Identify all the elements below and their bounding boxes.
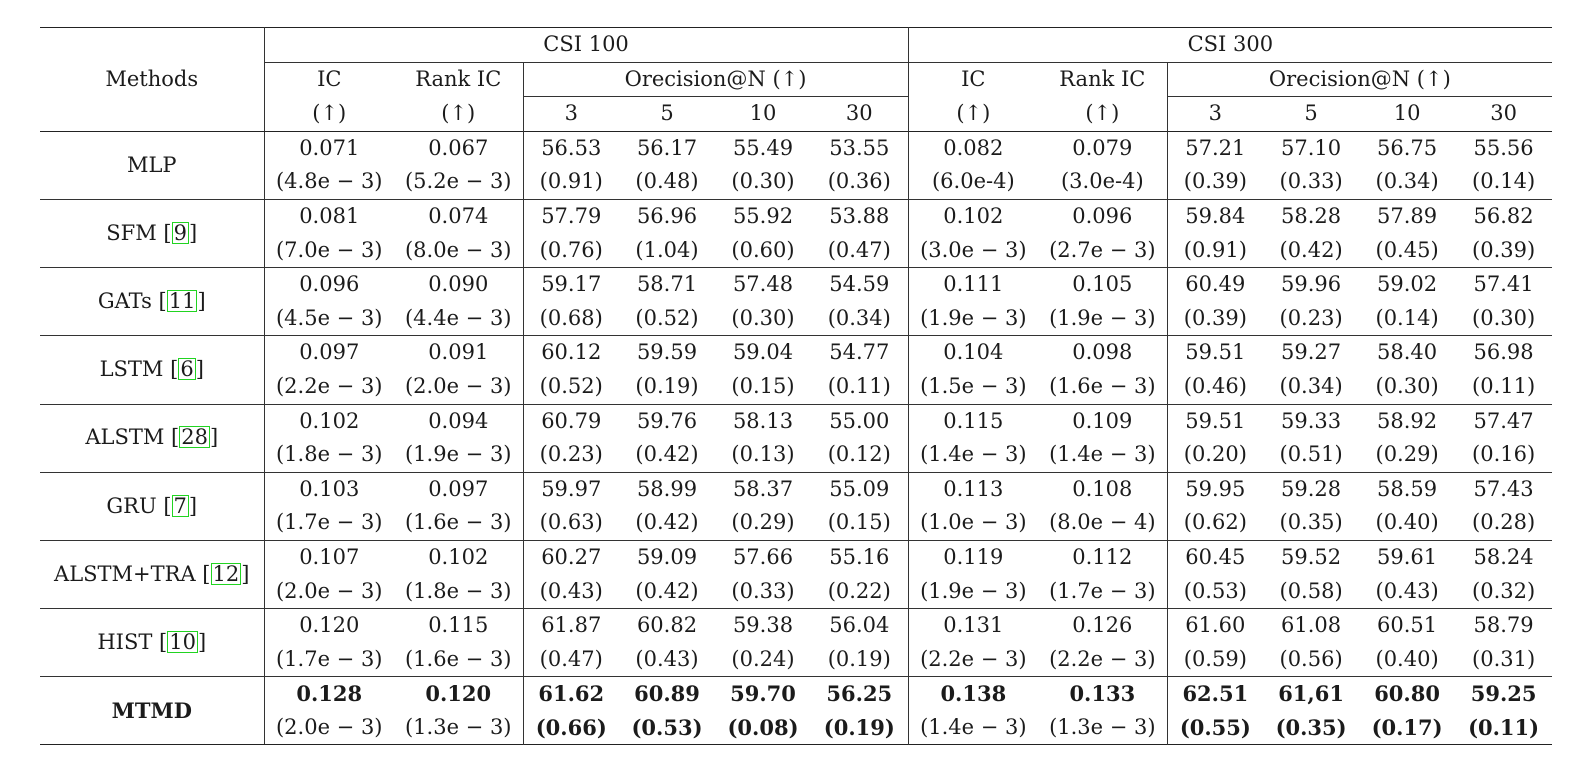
std-cell: (1.4e − 3) bbox=[920, 714, 1027, 739]
n-header: 10 bbox=[1393, 101, 1421, 126]
value-cell: 55.49 bbox=[732, 135, 794, 160]
ic-header: IC bbox=[317, 66, 342, 91]
std-cell: (0.58) bbox=[1279, 578, 1343, 603]
std-cell: (1.3e − 3) bbox=[394, 711, 523, 745]
value-cell: 57.48 bbox=[732, 272, 794, 297]
value-cell: 58.99 bbox=[636, 476, 698, 501]
std-cell: (0.13) bbox=[731, 442, 795, 467]
value-cell: 0.103 bbox=[299, 476, 360, 501]
value-cell: 0.119 bbox=[943, 544, 1004, 569]
value-cell: 60.45 bbox=[1185, 544, 1246, 569]
value-cell: 0.090 bbox=[394, 268, 523, 302]
std-cell: (1.7e − 3) bbox=[275, 646, 383, 671]
value-cell: 58.13 bbox=[732, 408, 794, 433]
std-cell: (0.34) bbox=[1375, 169, 1439, 194]
n-header: 3 bbox=[564, 101, 578, 126]
std-cell: (0.40) bbox=[1375, 510, 1439, 535]
std-cell: (1.04) bbox=[635, 237, 699, 262]
ic-header: IC bbox=[961, 66, 986, 91]
std-cell: (0.68) bbox=[539, 305, 603, 330]
std-cell: (0.42) bbox=[635, 510, 699, 535]
std-cell: (0.08) bbox=[727, 714, 799, 740]
value-cell: 57.47 bbox=[1473, 408, 1534, 433]
method-name bbox=[40, 540, 264, 608]
std-cell: (0.42) bbox=[1279, 237, 1343, 262]
method-label: ALSTM [ bbox=[85, 425, 180, 450]
method-label: MTMD bbox=[111, 697, 192, 723]
value-cell: 57.10 bbox=[1281, 135, 1342, 160]
rank-ic-header: Rank IC bbox=[1038, 62, 1167, 97]
value-cell: 0.091 bbox=[394, 336, 523, 370]
value-cell: 59.96 bbox=[1281, 272, 1342, 297]
std-cell: (0.39) bbox=[1183, 305, 1247, 330]
std-cell: (8.0e − 3) bbox=[394, 234, 523, 268]
method-name bbox=[40, 677, 264, 745]
std-cell: (0.43) bbox=[635, 646, 699, 671]
method-name bbox=[40, 131, 264, 199]
std-cell: (0.11) bbox=[1472, 373, 1536, 398]
value-cell: 0.097 bbox=[299, 340, 360, 365]
value-cell: 61.87 bbox=[541, 613, 602, 638]
std-cell: (0.53) bbox=[1183, 578, 1247, 603]
value-cell: 58.28 bbox=[1281, 203, 1342, 228]
std-cell: (0.47) bbox=[811, 234, 908, 268]
value-cell: 0.120 bbox=[394, 677, 523, 711]
std-cell: (0.14) bbox=[1375, 305, 1439, 330]
std-cell: (0.43) bbox=[539, 578, 603, 603]
citation-link[interactable]: 9 bbox=[173, 220, 187, 245]
value-cell: 58.71 bbox=[636, 272, 698, 297]
std-cell: (0.34) bbox=[811, 302, 908, 336]
std-cell: (0.23) bbox=[1279, 305, 1343, 330]
std-cell: (2.2e − 3) bbox=[275, 373, 383, 398]
method-label: MLP bbox=[126, 152, 177, 177]
std-cell: (0.60) bbox=[731, 237, 795, 262]
arrow-label: (↑) bbox=[1038, 97, 1167, 132]
std-cell: (2.0e − 3) bbox=[394, 370, 523, 404]
value-cell: 60.12 bbox=[541, 340, 602, 365]
n-header: 5 bbox=[1304, 101, 1318, 126]
value-cell: 0.126 bbox=[1038, 609, 1167, 643]
group-header-csi100: CSI 100 bbox=[264, 28, 908, 63]
table-row-std bbox=[40, 165, 1552, 199]
arrow-label: (↑) bbox=[312, 100, 347, 125]
value-cell: 60.27 bbox=[541, 544, 602, 569]
std-cell: (0.48) bbox=[635, 169, 699, 194]
n-header: 3 bbox=[1208, 101, 1223, 126]
value-cell: 55.56 bbox=[1473, 135, 1534, 160]
value-cell: 59.02 bbox=[1377, 272, 1438, 297]
std-cell: (0.20) bbox=[1183, 442, 1247, 467]
value-cell: 0.138 bbox=[940, 681, 1007, 707]
std-cell: (1.8e − 3) bbox=[394, 575, 523, 609]
std-cell: (0.76) bbox=[539, 237, 603, 262]
std-cell: (0.40) bbox=[1375, 646, 1439, 671]
std-cell: (0.19) bbox=[811, 643, 908, 677]
citation-link[interactable]: 10 bbox=[169, 629, 196, 654]
citation-link[interactable]: 7 bbox=[173, 493, 187, 518]
table-row-std bbox=[40, 438, 1552, 472]
std-cell: (0.28) bbox=[1472, 510, 1536, 535]
std-cell: (1.9e − 3) bbox=[920, 305, 1027, 330]
std-cell: (1.6e − 3) bbox=[1038, 370, 1167, 404]
value-cell: 0.131 bbox=[943, 613, 1004, 638]
std-cell: (3.0e-4) bbox=[1038, 165, 1167, 199]
std-cell: (1.9e − 3) bbox=[394, 438, 523, 472]
value-cell: 57.43 bbox=[1473, 476, 1534, 501]
value-cell: 59.61 bbox=[1377, 544, 1438, 569]
std-cell: (0.33) bbox=[731, 578, 795, 603]
value-cell: 0.102 bbox=[299, 408, 360, 433]
value-cell: 62.51 bbox=[1182, 681, 1249, 707]
std-cell: (0.22) bbox=[811, 575, 908, 609]
value-cell: 59.04 bbox=[732, 340, 794, 365]
value-cell: 58.24 bbox=[1473, 544, 1534, 569]
citation-link[interactable]: 6 bbox=[180, 357, 194, 382]
value-cell: 61.62 bbox=[538, 681, 605, 707]
method-label-end: ] bbox=[189, 220, 198, 245]
std-cell: (0.29) bbox=[1375, 442, 1439, 467]
std-cell: (0.59) bbox=[1183, 646, 1247, 671]
method-label: GATs [ bbox=[97, 288, 167, 313]
value-cell: 59.52 bbox=[1281, 544, 1342, 569]
std-cell: (0.30) bbox=[731, 305, 795, 330]
value-cell: 0.098 bbox=[1038, 336, 1167, 370]
std-cell: (4.5e − 3) bbox=[275, 305, 383, 330]
n-header: 5 bbox=[660, 101, 674, 126]
value-cell: 60.51 bbox=[1377, 613, 1438, 638]
value-cell: 57.41 bbox=[1473, 272, 1534, 297]
value-cell: 53.88 bbox=[811, 199, 908, 233]
table-row-mean bbox=[40, 404, 1552, 438]
value-cell: 59.95 bbox=[1185, 476, 1246, 501]
method-label-end: ] bbox=[197, 288, 206, 313]
table-row-std bbox=[40, 711, 1552, 745]
std-cell: (1.6e − 3) bbox=[394, 506, 523, 540]
std-cell: (1.0e − 3) bbox=[920, 510, 1027, 535]
value-cell: 53.55 bbox=[811, 131, 908, 165]
std-cell: (8.0e − 4) bbox=[1038, 506, 1167, 540]
value-cell: 55.00 bbox=[811, 404, 908, 438]
std-cell: (1.5e − 3) bbox=[920, 373, 1027, 398]
value-cell: 56.82 bbox=[1473, 203, 1534, 228]
value-cell: 0.108 bbox=[1038, 472, 1167, 506]
std-cell: (0.15) bbox=[811, 506, 908, 540]
value-cell: 58.79 bbox=[1473, 613, 1534, 638]
method-name bbox=[40, 268, 264, 336]
value-cell: 59.70 bbox=[730, 681, 796, 707]
value-cell: 59.28 bbox=[1281, 476, 1342, 501]
value-cell: 56.25 bbox=[811, 677, 908, 711]
value-cell: 58.59 bbox=[1377, 476, 1438, 501]
value-cell: 0.107 bbox=[299, 544, 360, 569]
value-cell: 59.51 bbox=[1185, 408, 1246, 433]
value-cell: 60.82 bbox=[636, 613, 698, 638]
value-cell: 0.111 bbox=[943, 272, 1004, 297]
value-cell: 0.133 bbox=[1038, 677, 1167, 711]
std-cell: (0.52) bbox=[539, 373, 603, 398]
std-cell: (0.24) bbox=[731, 646, 795, 671]
std-cell: (0.15) bbox=[731, 373, 795, 398]
table-row-mean bbox=[40, 199, 1552, 233]
value-cell: 0.113 bbox=[943, 476, 1004, 501]
methods-header: Methods bbox=[40, 28, 264, 132]
table-row-mean bbox=[40, 336, 1552, 370]
std-cell: (0.31) bbox=[1472, 646, 1536, 671]
value-cell: 56.04 bbox=[811, 609, 908, 643]
precision-header: Orecision@N (↑) bbox=[1167, 62, 1552, 97]
std-cell: (0.62) bbox=[1183, 510, 1247, 535]
value-cell: 58.92 bbox=[1377, 408, 1438, 433]
std-cell: (1.7e − 3) bbox=[275, 510, 383, 535]
std-cell: (2.7e − 3) bbox=[1038, 234, 1167, 268]
method-label: SFM [ bbox=[106, 220, 172, 245]
std-cell: (0.12) bbox=[811, 438, 908, 472]
value-cell: 0.105 bbox=[1038, 268, 1167, 302]
value-cell: 61.60 bbox=[1185, 613, 1246, 638]
std-cell: (0.23) bbox=[539, 442, 603, 467]
value-cell: 0.115 bbox=[943, 408, 1004, 433]
std-cell: (2.2e − 3) bbox=[920, 646, 1027, 671]
precision-header: Orecision@N (↑) bbox=[523, 62, 908, 97]
results-table bbox=[40, 27, 1552, 745]
value-cell: 56.98 bbox=[1473, 340, 1534, 365]
std-cell: (2.0e − 3) bbox=[275, 714, 383, 739]
value-cell: 56.96 bbox=[636, 203, 698, 228]
table-row-mean bbox=[40, 609, 1552, 643]
std-cell: (1.6e − 3) bbox=[394, 643, 523, 677]
std-cell: (1.9e − 3) bbox=[920, 578, 1027, 603]
std-cell: (0.36) bbox=[811, 165, 908, 199]
std-cell: (0.14) bbox=[1472, 169, 1536, 194]
value-cell: 55.92 bbox=[732, 203, 794, 228]
value-cell: 0.096 bbox=[299, 272, 360, 297]
std-cell: (0.42) bbox=[635, 578, 699, 603]
table-row-mean bbox=[40, 540, 1552, 574]
method-label-end: ] bbox=[241, 561, 250, 586]
value-cell: 0.097 bbox=[394, 472, 523, 506]
std-cell: (0.45) bbox=[1375, 237, 1439, 262]
value-cell: 60.80 bbox=[1374, 681, 1440, 707]
std-cell: (0.16) bbox=[1472, 442, 1536, 467]
table-row-std bbox=[40, 234, 1552, 268]
method-name bbox=[40, 472, 264, 540]
std-cell: (7.0e − 3) bbox=[275, 237, 383, 262]
n-header: 10 bbox=[749, 101, 777, 126]
std-cell: (0.56) bbox=[1279, 646, 1343, 671]
table-row-mean bbox=[40, 472, 1552, 506]
value-cell: 56.53 bbox=[541, 135, 602, 160]
value-cell: 59.51 bbox=[1185, 340, 1246, 365]
value-cell: 59.25 bbox=[1470, 681, 1537, 707]
std-cell: (1.9e − 3) bbox=[1038, 302, 1167, 336]
value-cell: 58.37 bbox=[732, 476, 794, 501]
method-label-end: ] bbox=[188, 493, 198, 518]
value-cell: 59.59 bbox=[636, 340, 698, 365]
std-cell: (0.91) bbox=[1183, 237, 1247, 262]
method-name bbox=[40, 609, 264, 677]
value-cell: 59.17 bbox=[541, 272, 602, 297]
n-header: 30 bbox=[811, 97, 908, 132]
std-cell: (1.4e − 3) bbox=[1038, 438, 1167, 472]
value-cell: 57.66 bbox=[732, 544, 794, 569]
method-label: GRU [ bbox=[106, 493, 172, 518]
std-cell: (3.0e − 3) bbox=[920, 237, 1027, 262]
std-cell: (0.66) bbox=[535, 714, 607, 740]
std-cell: (2.0e − 3) bbox=[275, 578, 383, 603]
value-cell: 56.17 bbox=[636, 135, 698, 160]
value-cell: 0.094 bbox=[394, 404, 523, 438]
std-cell: (0.39) bbox=[1472, 237, 1536, 262]
value-cell: 0.112 bbox=[1038, 540, 1167, 574]
std-cell: (1.4e − 3) bbox=[920, 442, 1027, 467]
std-cell: (0.30) bbox=[731, 169, 795, 194]
std-cell: (1.7e − 3) bbox=[1038, 575, 1167, 609]
value-cell: 0.071 bbox=[299, 135, 360, 160]
value-cell: 55.16 bbox=[811, 540, 908, 574]
value-cell: 0.067 bbox=[394, 131, 523, 165]
value-cell: 0.104 bbox=[943, 340, 1004, 365]
value-cell: 0.102 bbox=[394, 540, 523, 574]
value-cell: 59.38 bbox=[732, 613, 794, 638]
std-cell: (0.30) bbox=[1472, 305, 1536, 330]
table-row-mean bbox=[40, 268, 1552, 302]
std-cell: (0.53) bbox=[631, 714, 703, 740]
value-cell: 57.89 bbox=[1377, 203, 1438, 228]
value-cell: 0.082 bbox=[943, 135, 1004, 160]
value-cell: 60.79 bbox=[541, 408, 602, 433]
method-label: LSTM [ bbox=[99, 357, 179, 382]
value-cell: 61.08 bbox=[1281, 613, 1342, 638]
value-cell: 0.074 bbox=[394, 199, 523, 233]
std-cell: (2.2e − 3) bbox=[1038, 643, 1167, 677]
std-cell: (4.8e − 3) bbox=[275, 169, 383, 194]
value-cell: 59.33 bbox=[1281, 408, 1342, 433]
value-cell: 55.09 bbox=[811, 472, 908, 506]
value-cell: 59.97 bbox=[541, 476, 602, 501]
std-cell: (0.42) bbox=[635, 442, 699, 467]
method-name bbox=[40, 404, 264, 472]
arrow-label: (↑) bbox=[394, 97, 523, 132]
std-cell: (0.35) bbox=[1279, 510, 1343, 535]
std-cell: (0.63) bbox=[539, 510, 603, 535]
std-cell: (0.34) bbox=[1279, 373, 1343, 398]
citation-link[interactable]: 28 bbox=[181, 425, 208, 450]
n-header: 30 bbox=[1490, 101, 1517, 126]
citation-link[interactable]: 12 bbox=[212, 561, 240, 586]
std-cell: (4.4e − 3) bbox=[394, 302, 523, 336]
std-cell: (0.35) bbox=[1275, 714, 1347, 740]
std-cell: (0.46) bbox=[1183, 373, 1247, 398]
value-cell: 59.27 bbox=[1281, 340, 1342, 365]
table-row-mean bbox=[40, 131, 1552, 165]
std-cell: (1.3e − 3) bbox=[1038, 711, 1167, 745]
std-cell: (0.29) bbox=[731, 510, 795, 535]
value-cell: 0.081 bbox=[299, 203, 360, 228]
std-cell: (0.39) bbox=[1183, 169, 1247, 194]
std-cell: (0.19) bbox=[811, 711, 908, 745]
value-cell: 57.79 bbox=[541, 203, 602, 228]
std-cell: (0.55) bbox=[1179, 714, 1251, 740]
value-cell: 59.76 bbox=[636, 408, 698, 433]
value-cell: 54.59 bbox=[811, 268, 908, 302]
std-cell: (0.19) bbox=[635, 373, 699, 398]
arrow-label: (↑) bbox=[956, 100, 991, 125]
method-label-end: ] bbox=[195, 357, 204, 382]
method-name bbox=[40, 336, 264, 404]
value-cell: 60.89 bbox=[634, 681, 700, 707]
value-cell: 0.120 bbox=[299, 613, 360, 638]
std-cell: (6.0e-4) bbox=[931, 169, 1015, 194]
value-cell: 0.096 bbox=[1038, 199, 1167, 233]
std-cell: (0.11) bbox=[811, 370, 908, 404]
std-cell: (0.32) bbox=[1472, 578, 1536, 603]
std-cell: (0.33) bbox=[1279, 169, 1343, 194]
value-cell: 54.77 bbox=[811, 336, 908, 370]
table-row-std bbox=[40, 370, 1552, 404]
value-cell: 0.109 bbox=[1038, 404, 1167, 438]
std-cell: (0.47) bbox=[539, 646, 603, 671]
value-cell: 0.128 bbox=[296, 681, 363, 707]
citation-link[interactable]: 11 bbox=[168, 288, 196, 313]
table-row-mean bbox=[40, 677, 1552, 711]
value-cell: 0.115 bbox=[394, 609, 523, 643]
std-cell: (0.17) bbox=[1371, 714, 1443, 740]
value-cell: 59.84 bbox=[1185, 203, 1246, 228]
std-cell: (0.91) bbox=[539, 169, 603, 194]
std-cell: (0.51) bbox=[1279, 442, 1343, 467]
std-cell: (0.43) bbox=[1375, 578, 1439, 603]
std-cell: (0.30) bbox=[1375, 373, 1439, 398]
value-cell: 0.102 bbox=[943, 203, 1004, 228]
std-cell: (0.52) bbox=[635, 305, 699, 330]
table-row-std bbox=[40, 575, 1552, 609]
method-label-end: ] bbox=[197, 629, 207, 654]
value-cell: 57.21 bbox=[1185, 135, 1246, 160]
std-cell: (0.11) bbox=[1468, 714, 1540, 740]
group-header-csi300: CSI 300 bbox=[908, 28, 1552, 63]
value-cell: 58.40 bbox=[1377, 340, 1438, 365]
std-cell: (5.2e − 3) bbox=[394, 165, 523, 199]
table-row-std bbox=[40, 643, 1552, 677]
value-cell: 61,61 bbox=[1278, 681, 1344, 707]
method-label-end: ] bbox=[209, 425, 219, 450]
value-cell: 56.75 bbox=[1377, 135, 1438, 160]
method-name bbox=[40, 199, 264, 267]
method-label: ALSTM+TRA [ bbox=[54, 561, 211, 586]
table-row-std bbox=[40, 302, 1552, 336]
std-cell: (1.8e − 3) bbox=[275, 442, 383, 467]
table-row-std bbox=[40, 506, 1552, 540]
value-cell: 0.079 bbox=[1038, 131, 1167, 165]
value-cell: 60.49 bbox=[1185, 272, 1246, 297]
table-body bbox=[40, 131, 1552, 745]
value-cell: 59.09 bbox=[636, 544, 698, 569]
method-label: HIST [ bbox=[97, 629, 168, 654]
rank-ic-header: Rank IC bbox=[394, 62, 523, 97]
